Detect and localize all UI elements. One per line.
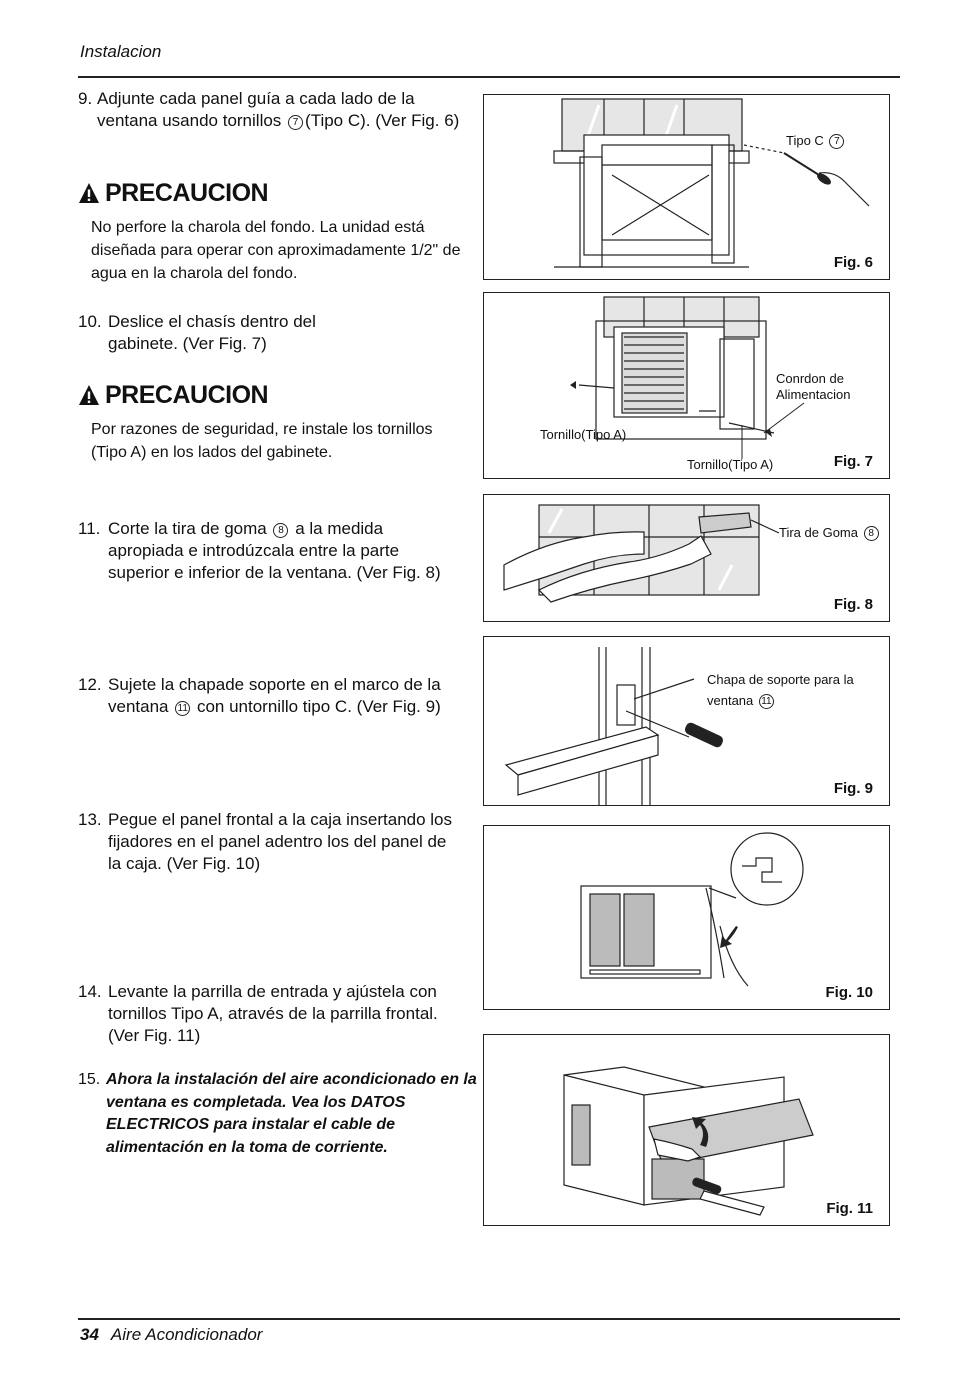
step-number: 9. — [78, 89, 93, 108]
figure-9 — [483, 636, 890, 806]
window-frame-illustration — [484, 95, 889, 279]
caution-block-1 — [78, 178, 478, 285]
step-text: Adjunte cada panel guía a cada lado de la ventana usando tornillos — [97, 89, 415, 130]
step-number: 11. — [78, 519, 101, 538]
caution-text: No perfore la charola del fondo. La unidad está diseñada para operar con aproximadamente 1/2" de agua en la charola del fondo. — [91, 219, 461, 282]
part-marker: 8 — [273, 523, 288, 538]
figure-label: Fig. 9 — [833, 780, 873, 797]
step-text: Pegue el panel frontal a la caja insertando los fijadores en el panel adentro los del panel de la caja. (Ver Fig. 10) — [108, 810, 453, 873]
intake-grille-illustration — [484, 1035, 889, 1225]
step-10 — [78, 311, 468, 355]
step-text: a la medida apropiada e introdúzcala entre la parte superior e inferior de la ventana. (Ver Fig. 8) — [108, 519, 441, 582]
front-panel-illustration — [484, 826, 889, 1009]
step-9 — [78, 88, 468, 132]
part-marker: 7 — [829, 134, 844, 149]
figure-label: Fig. 7 — [833, 453, 873, 470]
step-12 — [78, 674, 468, 718]
figure-6 — [483, 94, 890, 280]
caution-block-2 — [78, 380, 478, 464]
step-text: Ahora la instalación del aire acondicionado en la ventana es completada. Vea los DATOS ELECTRICOS para instalar el cable de alimentación en la toma de corriente. — [106, 1071, 477, 1156]
part-marker: 11 — [759, 694, 774, 709]
figure-8 — [483, 494, 890, 622]
caution-title: PRECAUCION — [105, 380, 269, 409]
callout-tornillo-left: Tornillo(Tipo A) — [540, 427, 627, 442]
callout-tipo-c: Tipo C 7 — [786, 133, 846, 149]
step-text: Corte la tira de goma — [108, 519, 272, 538]
step-number: 10. — [78, 312, 102, 331]
step-number: 13. — [78, 810, 102, 829]
rubber-strip-illustration — [484, 495, 889, 621]
figure-label: Fig. 6 — [833, 254, 873, 271]
callout-cordon: Conrdon de Alimentacion — [776, 371, 851, 402]
figure-7 — [483, 292, 890, 479]
step-14 — [78, 981, 468, 1047]
part-marker: 8 — [864, 526, 879, 541]
part-marker: 7 — [288, 115, 303, 130]
step-text: (Tipo C). (Ver Fig. 6) — [305, 111, 460, 130]
step-15 — [78, 1069, 478, 1159]
step-text: con untornillo tipo C. (Ver Fig. 9) — [192, 697, 441, 716]
step-number: 12. — [78, 675, 102, 694]
page-footer — [80, 1325, 262, 1345]
step-number: 14. — [78, 982, 102, 1001]
warning-icon — [78, 384, 100, 406]
figure-10 — [483, 825, 890, 1010]
step-text: Deslice el chasís dentro del gabinete. (Ver Fig. 7) — [108, 312, 316, 353]
page-number: 34 — [80, 1325, 99, 1344]
step-text: Sujete la chapade soporte en el marco de la ventana — [108, 675, 441, 716]
header-rule — [78, 76, 900, 78]
callout-tornillo-bottom: Tornillo(Tipo A) — [687, 457, 774, 472]
footer-rule — [78, 1318, 900, 1320]
section-header: Instalacion — [80, 42, 162, 61]
caution-title: PRECAUCION — [105, 178, 269, 207]
warning-icon — [78, 182, 100, 204]
figure-label: Fig. 10 — [825, 984, 873, 1001]
manual-title: Aire Acondicionador — [110, 1325, 263, 1344]
figure-11 — [483, 1034, 890, 1226]
step-number: 15. — [78, 1071, 101, 1088]
step-11 — [78, 518, 468, 584]
part-marker: 11 — [175, 701, 190, 716]
step-text: Levante la parrilla de entrada y ajústela con tornillos Tipo A, através de la parrilla frontal. (Ver Fig. 11) — [108, 982, 438, 1045]
figure-label: Fig. 8 — [833, 596, 873, 613]
caution-text: Por razones de seguridad, re instale los tornillos (Tipo A) en los lados del gabinete. — [91, 421, 433, 461]
callout-tira: Tira de Goma 8 — [779, 525, 881, 541]
support-bracket-illustration — [484, 637, 889, 805]
figure-label: Fig. 11 — [826, 1200, 873, 1217]
callout-chapa: Chapa de soporte para la ventana 11 — [707, 672, 854, 708]
step-13 — [78, 809, 468, 875]
